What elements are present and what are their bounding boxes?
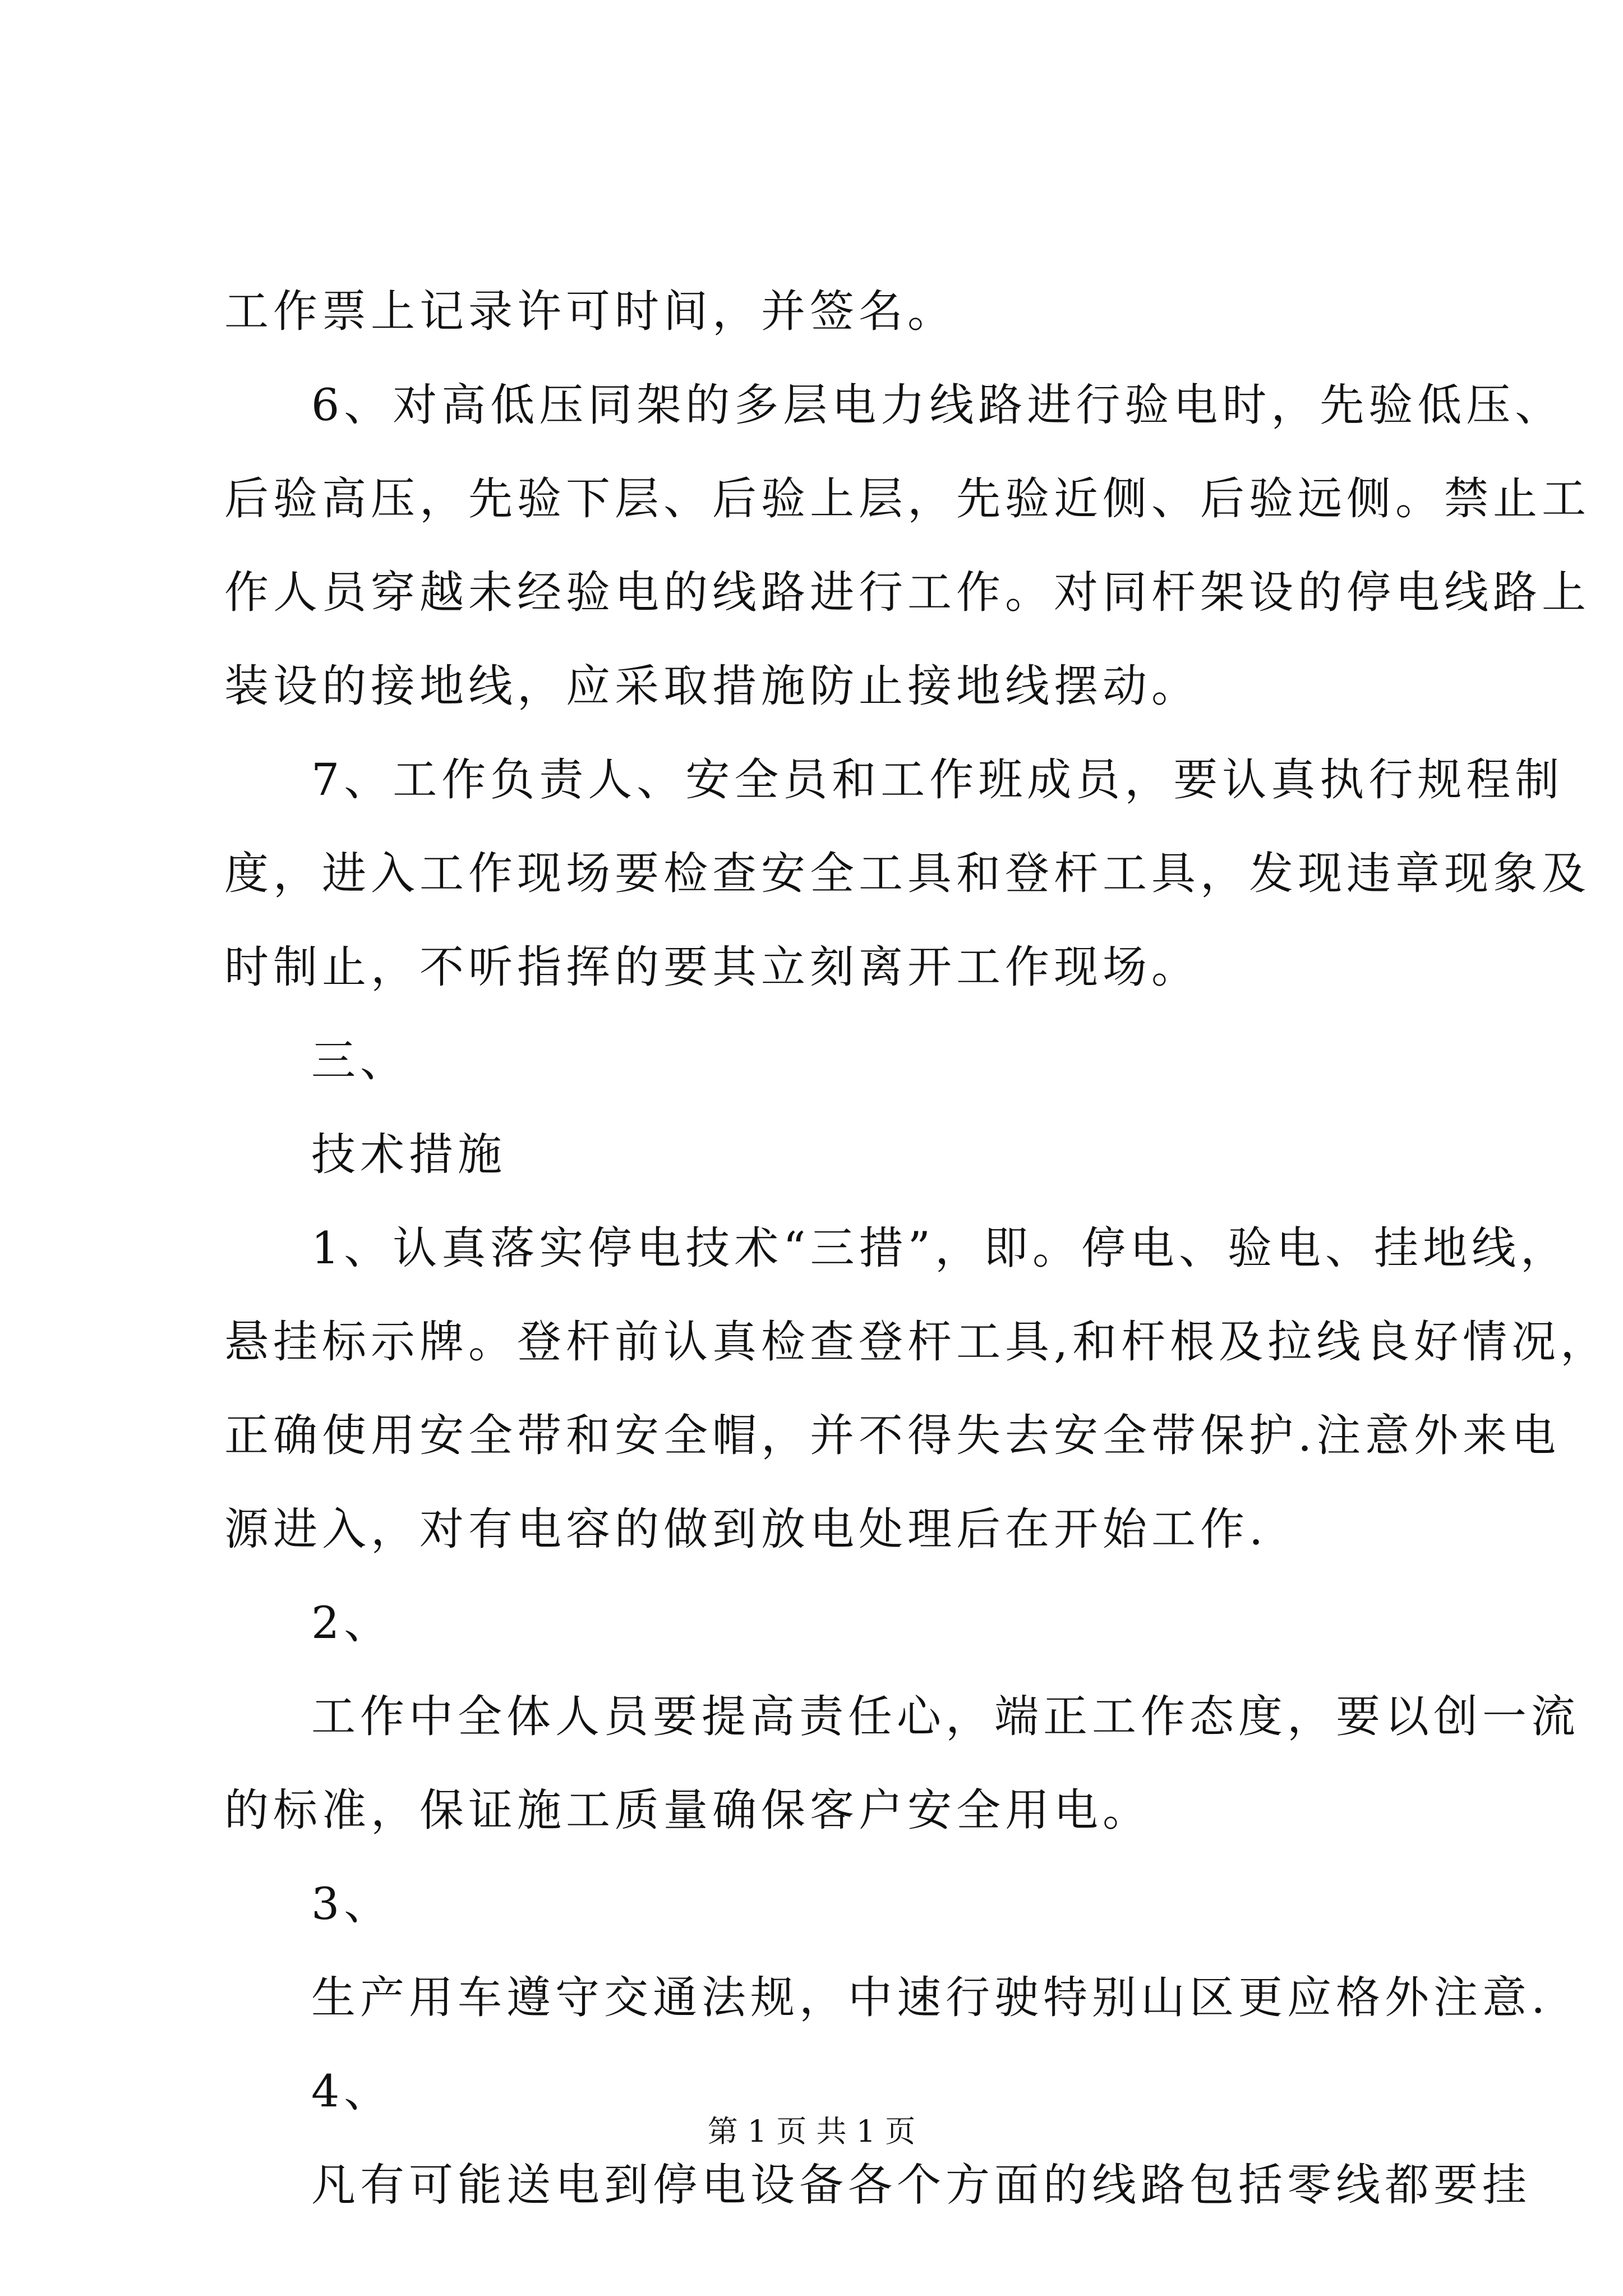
text-line-6: 7、工作负责人、安全员和工作班成员，要认真执行规程制 [311, 754, 1564, 806]
text-line-1: 工作票上记录许可时间，并签名。 [224, 286, 956, 337]
text-line-5: 装设的接地线，应采取措施防止接地线摆动。 [224, 660, 1200, 712]
text-line-12: 悬挂标示牌。登杆前认真检查登杆工具,和杆根及拉线良好情况， [224, 1316, 1610, 1368]
section-heading-technical-measures: 技术措施 [311, 1129, 506, 1180]
text-line-8: 时制止，不听指挥的要其立刻离开工作现场。 [224, 941, 1200, 993]
text-line-7: 度，进入工作现场要检查安全工具和登杆工具，发现违章现象及 [224, 848, 1590, 899]
item-number-3: 3、 [311, 1878, 393, 1930]
text-line-11: 1、认真落实停电技术“三措”，即。停电、验电、挂地线， [311, 1222, 1570, 1274]
text-line-19: 生产用车遵守交通法规，中速行驶特别山区更应格外注意. [311, 1972, 1550, 2023]
text-line-16: 工作中全体人员要提高责任心，端正工作态度，要以创一流 [311, 1691, 1580, 1742]
text-line-3: 后验高压，先验下层、后验上层，先验近侧、后验远侧。禁止工 [224, 473, 1590, 524]
text-line-17: 的标准，保证施工质量确保客户安全用电。 [224, 1784, 1151, 1836]
text-line-13: 正确使用安全带和安全帽，并不得失去安全带保护.注意外来电 [224, 1410, 1561, 1461]
document-body [224, 265, 1610, 2232]
section-number-3: 三、 [311, 1035, 409, 1087]
item-number-2: 2、 [311, 1597, 393, 1649]
page-footer: 第 1 页 共 1 页 [707, 2114, 916, 2149]
text-line-14: 源进入，对有电容的做到放电处理后在开始工作. [224, 1503, 1268, 1555]
text-line-4: 作人员穿越未经验电的线路进行工作。对同杆架设的停电线路上 [224, 567, 1590, 618]
item-number-4: 4、 [311, 2065, 393, 2117]
text-line-21: 凡有可能送电到停电设备各个方面的线路包括零线都要挂 [311, 2159, 1531, 2211]
text-line-2: 6、对高低压同架的多层电力线路进行验电时，先验低压、 [311, 379, 1564, 431]
